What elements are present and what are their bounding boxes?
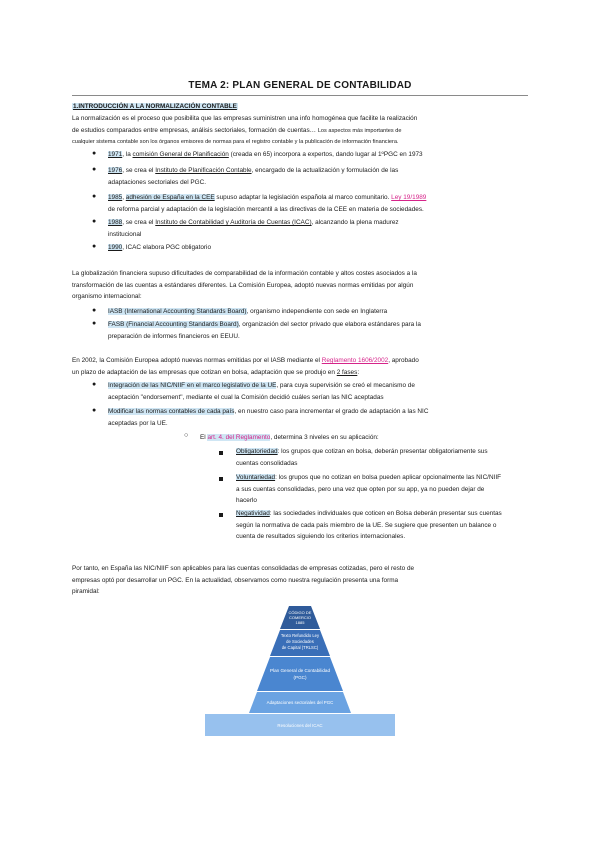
pyramid-label: (PGC): [293, 675, 307, 680]
list-item: 1971, la comisión General de Planificación (creada en 65) incorpora a expertos, dando lugar al 1ºPGC en 1973: [108, 151, 423, 158]
square-bullet-icon: [219, 451, 223, 455]
pyramid-label: Plan General de Contabilidad: [269, 668, 331, 673]
pyramid-label: Resoluciones del ICAC: [277, 723, 323, 728]
closing-paragraph: Por tanto, en España las NIC/NIIF son aplicables para las cuentas consolidadas de empresas cotizadas, pero el resto de empresas optó por desarrollar un PGC. En la actualidad, observamos como nuestra regulación presenta una forma piramidal:: [72, 565, 415, 595]
list-item: FASB (Financial Accounting Standards Board), organización del sector privado que elabora estándares para la preparación de informes financieros en EEUU.: [108, 321, 421, 340]
bullet-icon: ●: [92, 166, 97, 173]
regulation-paragraph: En 2002, la Comisión Europea adoptó nuevas normas emitidas por el IASB mediante el Reglamento 1606/2002, aprobado un plazo de adaptación de las empresas que cotizan en bolsa, adaptación que se produjo en 2 fases:: [72, 357, 419, 376]
pyramid-label: de Sociedades: [286, 639, 314, 644]
title-divider: [72, 95, 528, 96]
intro-line: La normalización es el proceso que posibilita que las empresas suministren una info homogénea que facilite la realización: [72, 115, 418, 122]
list-item: Integración de las NIC/NIIF en el marco legislativo de la UE, para cuya supervisión se creó el mecanismo de aceptación "endorsement", mediante el cual la Comisión decidió cuáles serían las NIC aceptadas: [108, 382, 415, 401]
list-item: 1976, se crea el Instituto de Planificación Contable, encargado de la actualización y formulación de las adaptaciones sectoriales del PGC.: [108, 167, 399, 186]
bullet-icon: ●: [92, 320, 97, 327]
bullet-icon: ●: [92, 407, 97, 414]
circle-bullet-icon: ○: [184, 432, 189, 439]
pyramid-label: COMERCIO: [289, 615, 311, 620]
square-bullet-icon: [219, 477, 223, 481]
bullet-icon: ●: [92, 243, 97, 250]
bullet-icon: ●: [92, 381, 97, 388]
intro-line: de estudios comparados entre empresas, análisis sectoriales, formación de cuentas… Los aspectos más importantes de: [72, 126, 402, 134]
list-item: 1990, ICAC elabora PGC obligatorio: [108, 244, 212, 251]
pyramid-label: CÓDIGO DE: [288, 610, 312, 615]
list-item: Negatividad: las sociedades individuales que coticen en Bolsa deberán presentar sus cuentas según la normativa de cada país miembro de la UE. Se sugiere que presenten un balance o cuenta de resultados siguiendo los criterios internacionales.: [236, 510, 502, 540]
bullet-icon: ●: [92, 193, 97, 200]
list-item: 1985, adhesión de España en la CEE supuso adaptar la legislación española al marco comunitario. Ley 19/1989 de reforma parcial y adaptación de la legislación mercantil a las directivas de la CEE en materia de sociedades.: [108, 194, 427, 213]
bullet-icon: ●: [92, 307, 97, 314]
pyramid-label: Texto Refundido Ley: [280, 633, 320, 638]
list-item: Modificar las normas contables de cada país, en nuestro caso para incrementar el grado de adaptación a las NIC aceptadas por la UE.: [108, 408, 429, 427]
list-item: El art. 4. del Reglamento, determina 3 niveles en su aplicación:: [200, 434, 379, 441]
list-item: 1988, se crea el Instituto de Contabilidad y Auditoría de Cuentas (ICAC), alcanzando la plena madurez institucional: [108, 219, 399, 238]
square-bullet-icon: [219, 513, 223, 517]
intro-line: cualquier sistema contable son los órganos emisores de normas para el registro contable y la publicación de información financiera.: [72, 139, 399, 145]
section-heading: 1.INTRODUCCIÓN A LA NORMALIZACIÓN CONTABLE: [73, 103, 237, 110]
page-title: TEMA 2: PLAN GENERAL DE CONTABILIDAD: [188, 80, 412, 91]
globalization-paragraph: La globalización financiera supuso dificultades de comparabilidad de la información contable y altos costes asociados a la transformación de las cuentas a estándares diferentes. La Comisión Europea, adoptó nuevas normas emitidas por algún organismo internacional:: [72, 270, 417, 300]
list-item: Voluntariedad: los grupos que no cotizan en bolsa pueden aplicar opcionalmente las NIC/NIIF a sus cuentas consolidadas, pero una vez que opten por su app, ya no pueden dejar de hacerlo: [236, 474, 502, 504]
regulation-pyramid: [205, 606, 395, 736]
list-item: Obligatoriedad: los grupos que cotizan en bolsa, deberán presentar obligatoriamente sus cuentas consolidadas: [236, 448, 488, 467]
list-item: IASB (International Accounting Standards Board), organismo independiente con sede en Inglaterra: [108, 308, 388, 315]
pyramid-label: 1885: [295, 620, 305, 625]
bullet-icon: ●: [92, 150, 97, 157]
pyramid-label: de Capital (TRLSC): [281, 645, 319, 650]
pyramid-label: Adaptaciones sectoriales del PGC: [266, 700, 334, 705]
intro-paragraph: [72, 113, 528, 149]
bullet-icon: ●: [92, 218, 97, 225]
pyramid-level-pgc: [257, 657, 343, 691]
